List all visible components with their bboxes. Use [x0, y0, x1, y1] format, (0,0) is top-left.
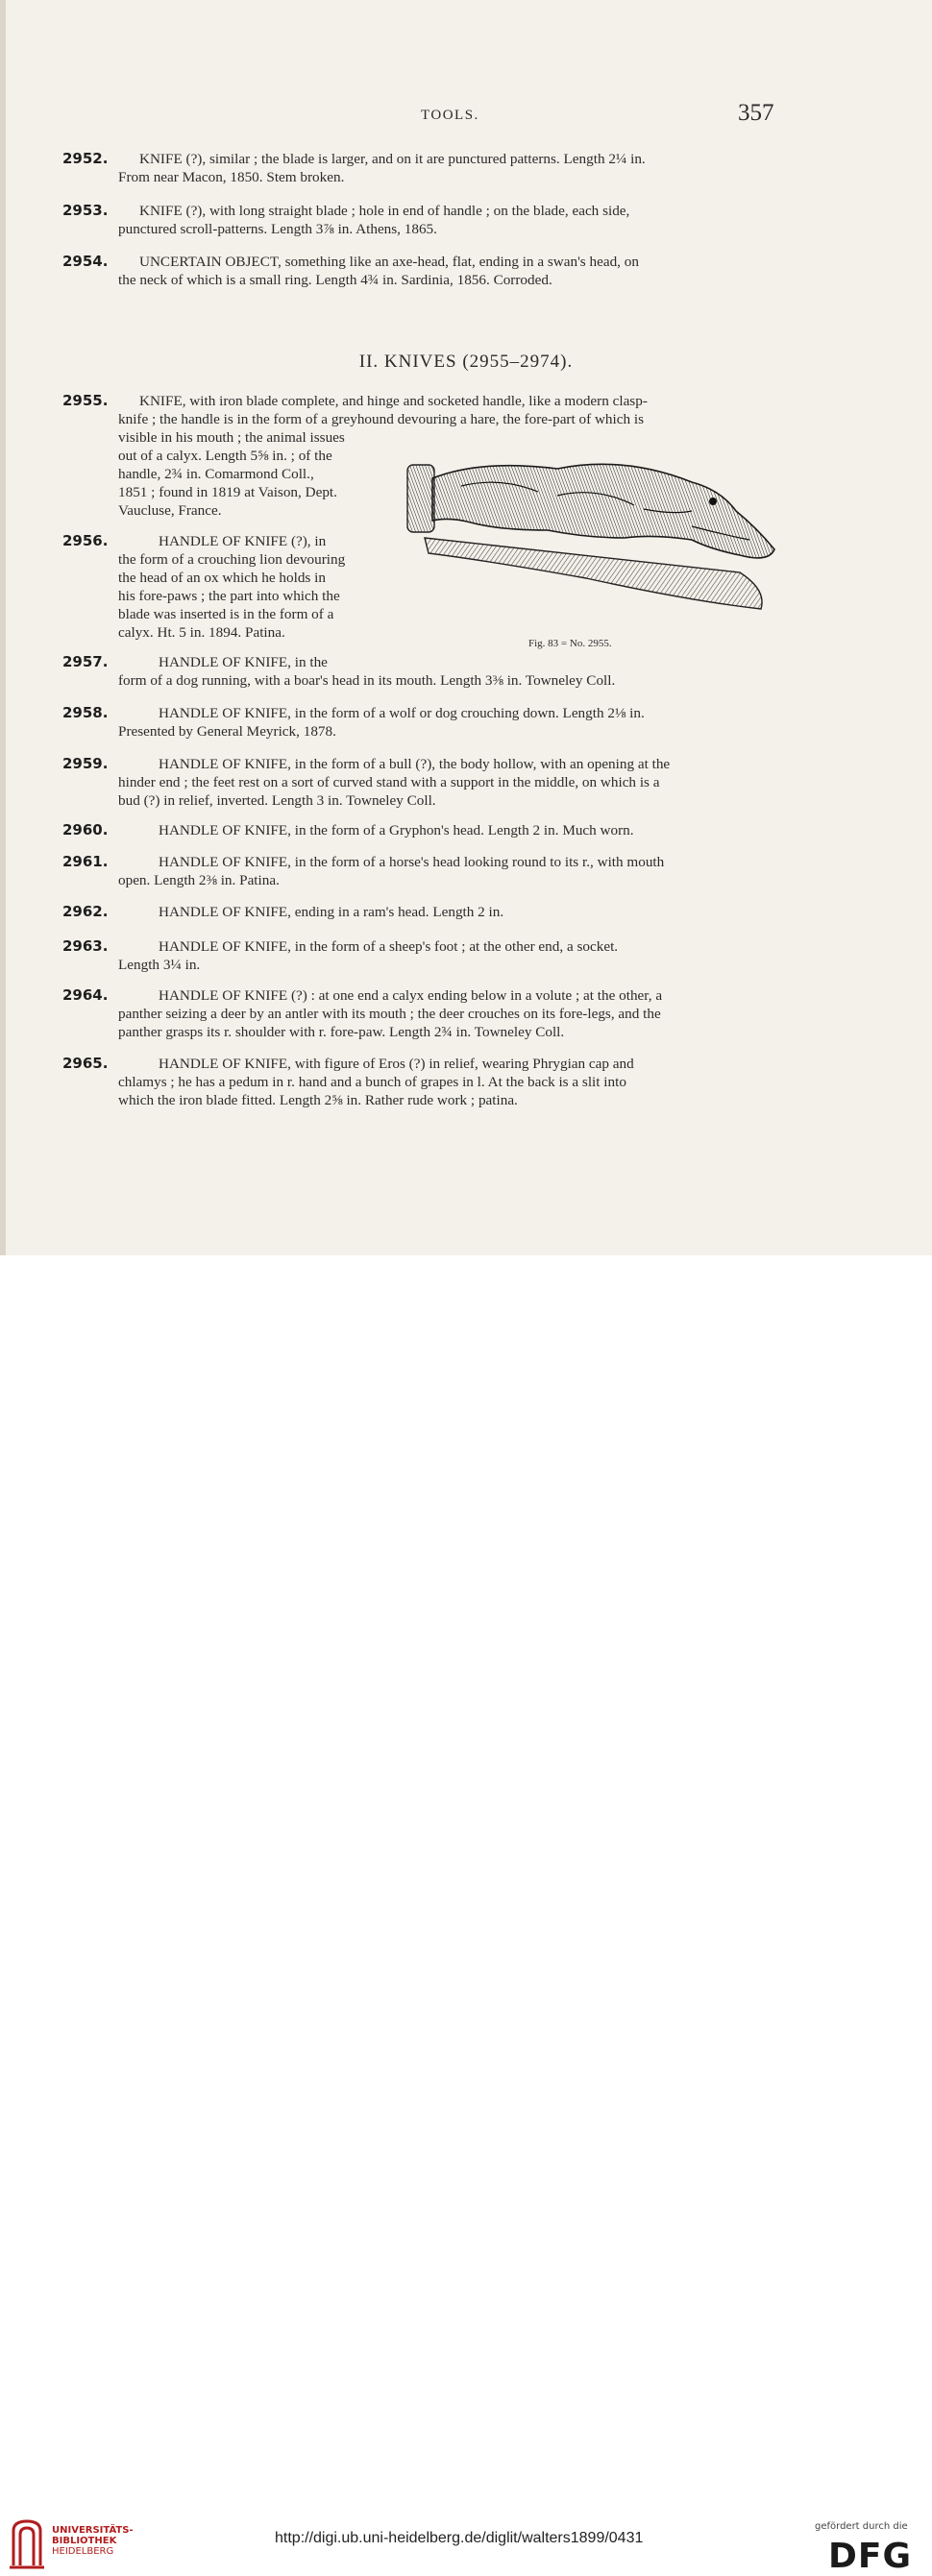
entry-line: the neck of which is a small ring. Length 4¾ in. Sardinia, 1856. Corroded. — [118, 272, 552, 288]
entry-number: 2962. — [62, 903, 109, 920]
entry-line: knife ; the handle is in the form of a greyhound devouring a hare, the fore-part of which is — [118, 411, 644, 427]
entry-number: 2959. — [62, 755, 109, 772]
entry-number: 2955. — [62, 392, 109, 409]
entry-line: form of a dog running, with a boar's head in its mouth. Length 3⅜ in. Towneley Coll. — [118, 672, 616, 689]
entry-number: 2953. — [62, 202, 109, 219]
entry-line: the form of a crouching lion devouring — [118, 551, 346, 568]
entry-line: KNIFE, with iron blade complete, and hinge and socketed handle, like a modern clasp- — [139, 393, 648, 409]
entry-line: open. Length 2⅜ in. Patina. — [118, 872, 280, 888]
catalogue-entry-2964 — [62, 986, 779, 1041]
permalink-url[interactable]: http://digi.ub.uni-heidelberg.de/diglit/walters1899/0431 — [275, 2530, 644, 2546]
library-name-line: HEIDELBERG — [52, 2546, 114, 2557]
entry-line: HANDLE OF KNIFE, in the form of a Gryphon's head. Length 2 in. Much worn. — [159, 822, 634, 838]
entry-line: HANDLE OF KNIFE, in the form of a horse's head looking round to its r., with mouth — [159, 854, 665, 870]
entry-number: 2964. — [62, 986, 109, 1004]
catalogue-entry-2961 — [62, 853, 779, 889]
entry-line: handle, 2¾ in. Comarmond Coll., — [118, 466, 314, 482]
entry-number: 2963. — [62, 937, 109, 955]
catalogue-entry-2955-continued — [118, 428, 383, 520]
dfg-logo[interactable]: DFG — [828, 2537, 913, 2576]
entry-number: 2957. — [62, 653, 109, 670]
catalogue-entry-2958 — [62, 704, 779, 741]
catalogue-entry-2956 — [62, 532, 383, 642]
entry-line: panther grasps its r. shoulder with r. fore-paw. Length 2¾ in. Towneley Coll. — [118, 1024, 565, 1040]
entry-number: 2958. — [62, 704, 109, 721]
catalogue-entry-2955 — [62, 392, 779, 428]
entry-line: out of a calyx. Length 5⅝ in. ; of the — [118, 448, 332, 464]
entry-line: bud (?) in relief, inverted. Length 3 in. Towneley Coll. — [118, 792, 436, 809]
catalogue-entry-2954 — [62, 253, 779, 289]
entry-line: blade was inserted is in the form of a — [118, 606, 334, 622]
entry-line: HANDLE OF KNIFE, with figure of Eros (?) in relief, wearing Phrygian cap and — [159, 1056, 634, 1072]
library-name-line: UNIVERSITÄTS- — [52, 2525, 134, 2536]
entry-line: HANDLE OF KNIFE, ending in a ram's head. Length 2 in. — [159, 904, 504, 920]
entry-number: 2965. — [62, 1055, 109, 1072]
entry-line: HANDLE OF KNIFE (?) : at one end a calyx ending below in a volute ; at the other, a — [159, 987, 663, 1004]
entry-line: hinder end ; the feet rest on a sort of curved stand with a support in the middle, on which is a — [118, 774, 660, 790]
entry-line: HANDLE OF KNIFE (?), in — [159, 533, 327, 549]
entry-number: 2956. — [62, 532, 109, 549]
page-number: 357 — [738, 100, 774, 126]
entry-line: UNCERTAIN OBJECT, something like an axe-head, flat, ending in a swan's head, on — [139, 254, 639, 270]
entry-line: calyx. Ht. 5 in. 1894. Patina. — [118, 624, 285, 641]
library-logo-icon[interactable] — [8, 2517, 46, 2571]
entry-line: HANDLE OF KNIFE, in the form of a sheep's foot ; at the other end, a socket. — [159, 938, 619, 955]
knife-figure-illustration — [404, 457, 780, 622]
catalogue-entry-2960 — [62, 821, 779, 839]
socket-shape — [407, 465, 434, 532]
entry-line: visible in his mouth ; the animal issues — [118, 429, 345, 446]
running-header: TOOLS. — [421, 108, 479, 123]
entry-line: the head of an ox which he holds in — [118, 570, 326, 586]
entry-line: which the iron blade fitted. Length 2⅝ in. Rather rude work ; patina. — [118, 1092, 518, 1108]
catalogue-entry-2965 — [62, 1055, 779, 1109]
entry-line: HANDLE OF KNIFE, in the form of a bull (?), the body hollow, with an opening at the — [159, 756, 671, 772]
catalogue-entry-2957 — [62, 653, 779, 690]
section-heading: II. KNIVES (2955–2974). — [358, 352, 574, 372]
catalogue-entry-2962 — [62, 903, 779, 921]
library-name-line: BIBLIOTHEK — [52, 2536, 117, 2546]
entry-line: HANDLE OF KNIFE, in the form of a wolf or dog crouching down. Length 2⅛ in. — [159, 705, 645, 721]
entry-line: panther seizing a deer by an antler with its mouth ; the deer crouches on its fore-legs, and the — [118, 1006, 661, 1022]
entry-line: From near Macon, 1850. Stem broken. — [118, 169, 345, 185]
catalogue-entry-2963 — [62, 937, 779, 974]
entry-number: 2954. — [62, 253, 109, 270]
entry-line: 1851 ; found in 1819 at Vaison, Dept. — [118, 484, 337, 500]
catalogue-entry-2953 — [62, 202, 779, 238]
entry-line: KNIFE (?), similar ; the blade is larger, and on it are punctured patterns. Length 2¼ in. — [139, 151, 646, 167]
entry-line: KNIFE (?), with long straight blade ; hole in end of handle ; on the blade, each side, — [139, 203, 630, 219]
entry-line: his fore-paws ; the part into which the — [118, 588, 340, 604]
catalogue-entry-2959 — [62, 755, 779, 810]
entry-number: 2952. — [62, 150, 109, 167]
entry-line: Vaucluse, France. — [118, 502, 222, 519]
entry-line: HANDLE OF KNIFE, in the — [159, 654, 328, 670]
entry-number: 2961. — [62, 853, 109, 870]
entry-line: chlamys ; he has a pedum in r. hand and a bunch of grapes in l. At the back is a slit into — [118, 1074, 626, 1090]
figure-caption: Fig. 83 = No. 2955. — [528, 638, 612, 649]
page-edge-shadow — [0, 0, 6, 1255]
entry-line: Presented by General Meyrick, 1878. — [118, 723, 336, 740]
catalogue-entry-2952 — [62, 150, 779, 186]
entry-line: punctured scroll-patterns. Length 3⅞ in. Athens, 1865. — [118, 221, 437, 237]
entry-number: 2960. — [62, 821, 109, 838]
entry-line: Length 3¼ in. — [118, 957, 201, 973]
library-name[interactable] — [52, 2525, 134, 2557]
funder-label: gefördert durch die — [815, 2521, 908, 2532]
viewer-footer — [0, 1255, 932, 2576]
scanned-page — [0, 0, 932, 1255]
